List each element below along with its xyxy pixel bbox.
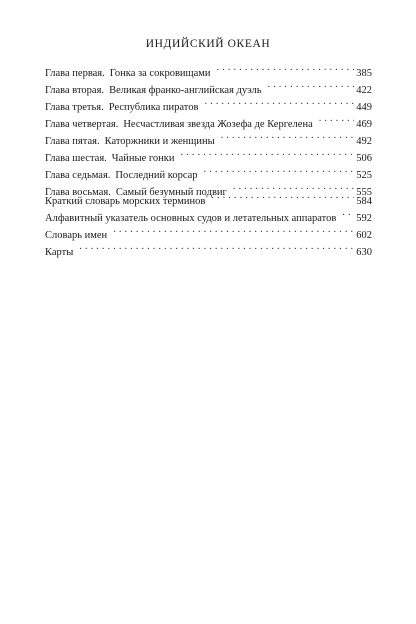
toc-entry <box>45 187 372 207</box>
chapter-title: Великая франко-английская дуэль <box>109 85 262 96</box>
entry-label <box>45 150 175 167</box>
toc-entry <box>45 238 372 258</box>
page-number: 492 <box>356 136 372 147</box>
chapter-title: Каторжники и женщины <box>104 136 215 147</box>
page-number: 506 <box>356 153 372 164</box>
chapter-title: Республика пиратов <box>108 102 199 113</box>
page-number: 525 <box>356 170 372 181</box>
chapter-number: Глава вторая. <box>45 85 105 96</box>
section-title: ИНДИЙСКИЙ ОКЕАН <box>145 38 271 50</box>
appendix-title: Карты <box>45 247 74 258</box>
chapter-title: Несчастливая звезда Жозефа де Кергелена <box>123 119 313 130</box>
page-number: 449 <box>356 102 372 113</box>
chapter-number: Глава третья. <box>45 102 104 113</box>
dot-leader <box>204 161 355 178</box>
page-number: 592 <box>356 213 372 224</box>
dot-leader <box>181 144 355 161</box>
chapter-number: Глава первая. <box>45 68 105 79</box>
page-number: 630 <box>356 247 372 258</box>
dot-leader <box>217 59 355 76</box>
chapter-number: Глава пятая. <box>45 136 100 147</box>
page-number: 385 <box>356 68 372 79</box>
page-number: 555 <box>356 187 372 198</box>
chapter-title: Самый безумный подвиг <box>115 187 227 198</box>
entry-label <box>45 167 198 184</box>
chapter-title: Чайные гонки <box>111 153 175 164</box>
chapter-number: Глава седьмая. <box>45 170 111 181</box>
chapter-number: Глава четвертая. <box>45 119 119 130</box>
dot-leader <box>79 238 354 255</box>
dot-leader <box>267 76 354 93</box>
appendix-title: Краткий словарь морских терминов <box>45 196 206 207</box>
dot-leader <box>221 127 355 144</box>
entry-label <box>45 99 198 116</box>
chapter-title: Последний корсар <box>115 170 198 181</box>
chapter-list <box>45 59 372 198</box>
appendix-title: Алфавитный указатель основных судов и летательных аппаратов <box>45 213 337 224</box>
entry-label <box>45 65 211 82</box>
chapter-title: Гонка за сокровищами <box>109 68 211 79</box>
dot-leader <box>319 110 355 127</box>
page-number: 422 <box>356 85 372 96</box>
appendix-list <box>45 187 372 258</box>
chapter-number: Глава восьмая. <box>45 187 111 198</box>
dot-leader <box>211 187 354 204</box>
chapter-number: Глава шестая. <box>45 153 107 164</box>
dot-leader <box>204 93 354 110</box>
dot-leader <box>342 204 354 221</box>
toc-entry <box>45 59 372 79</box>
page-number: 602 <box>356 230 372 241</box>
page-number: 469 <box>356 119 372 130</box>
dot-leader <box>113 221 354 238</box>
appendix-title: Словарь имен <box>45 230 108 241</box>
page-number: 584 <box>356 196 372 207</box>
